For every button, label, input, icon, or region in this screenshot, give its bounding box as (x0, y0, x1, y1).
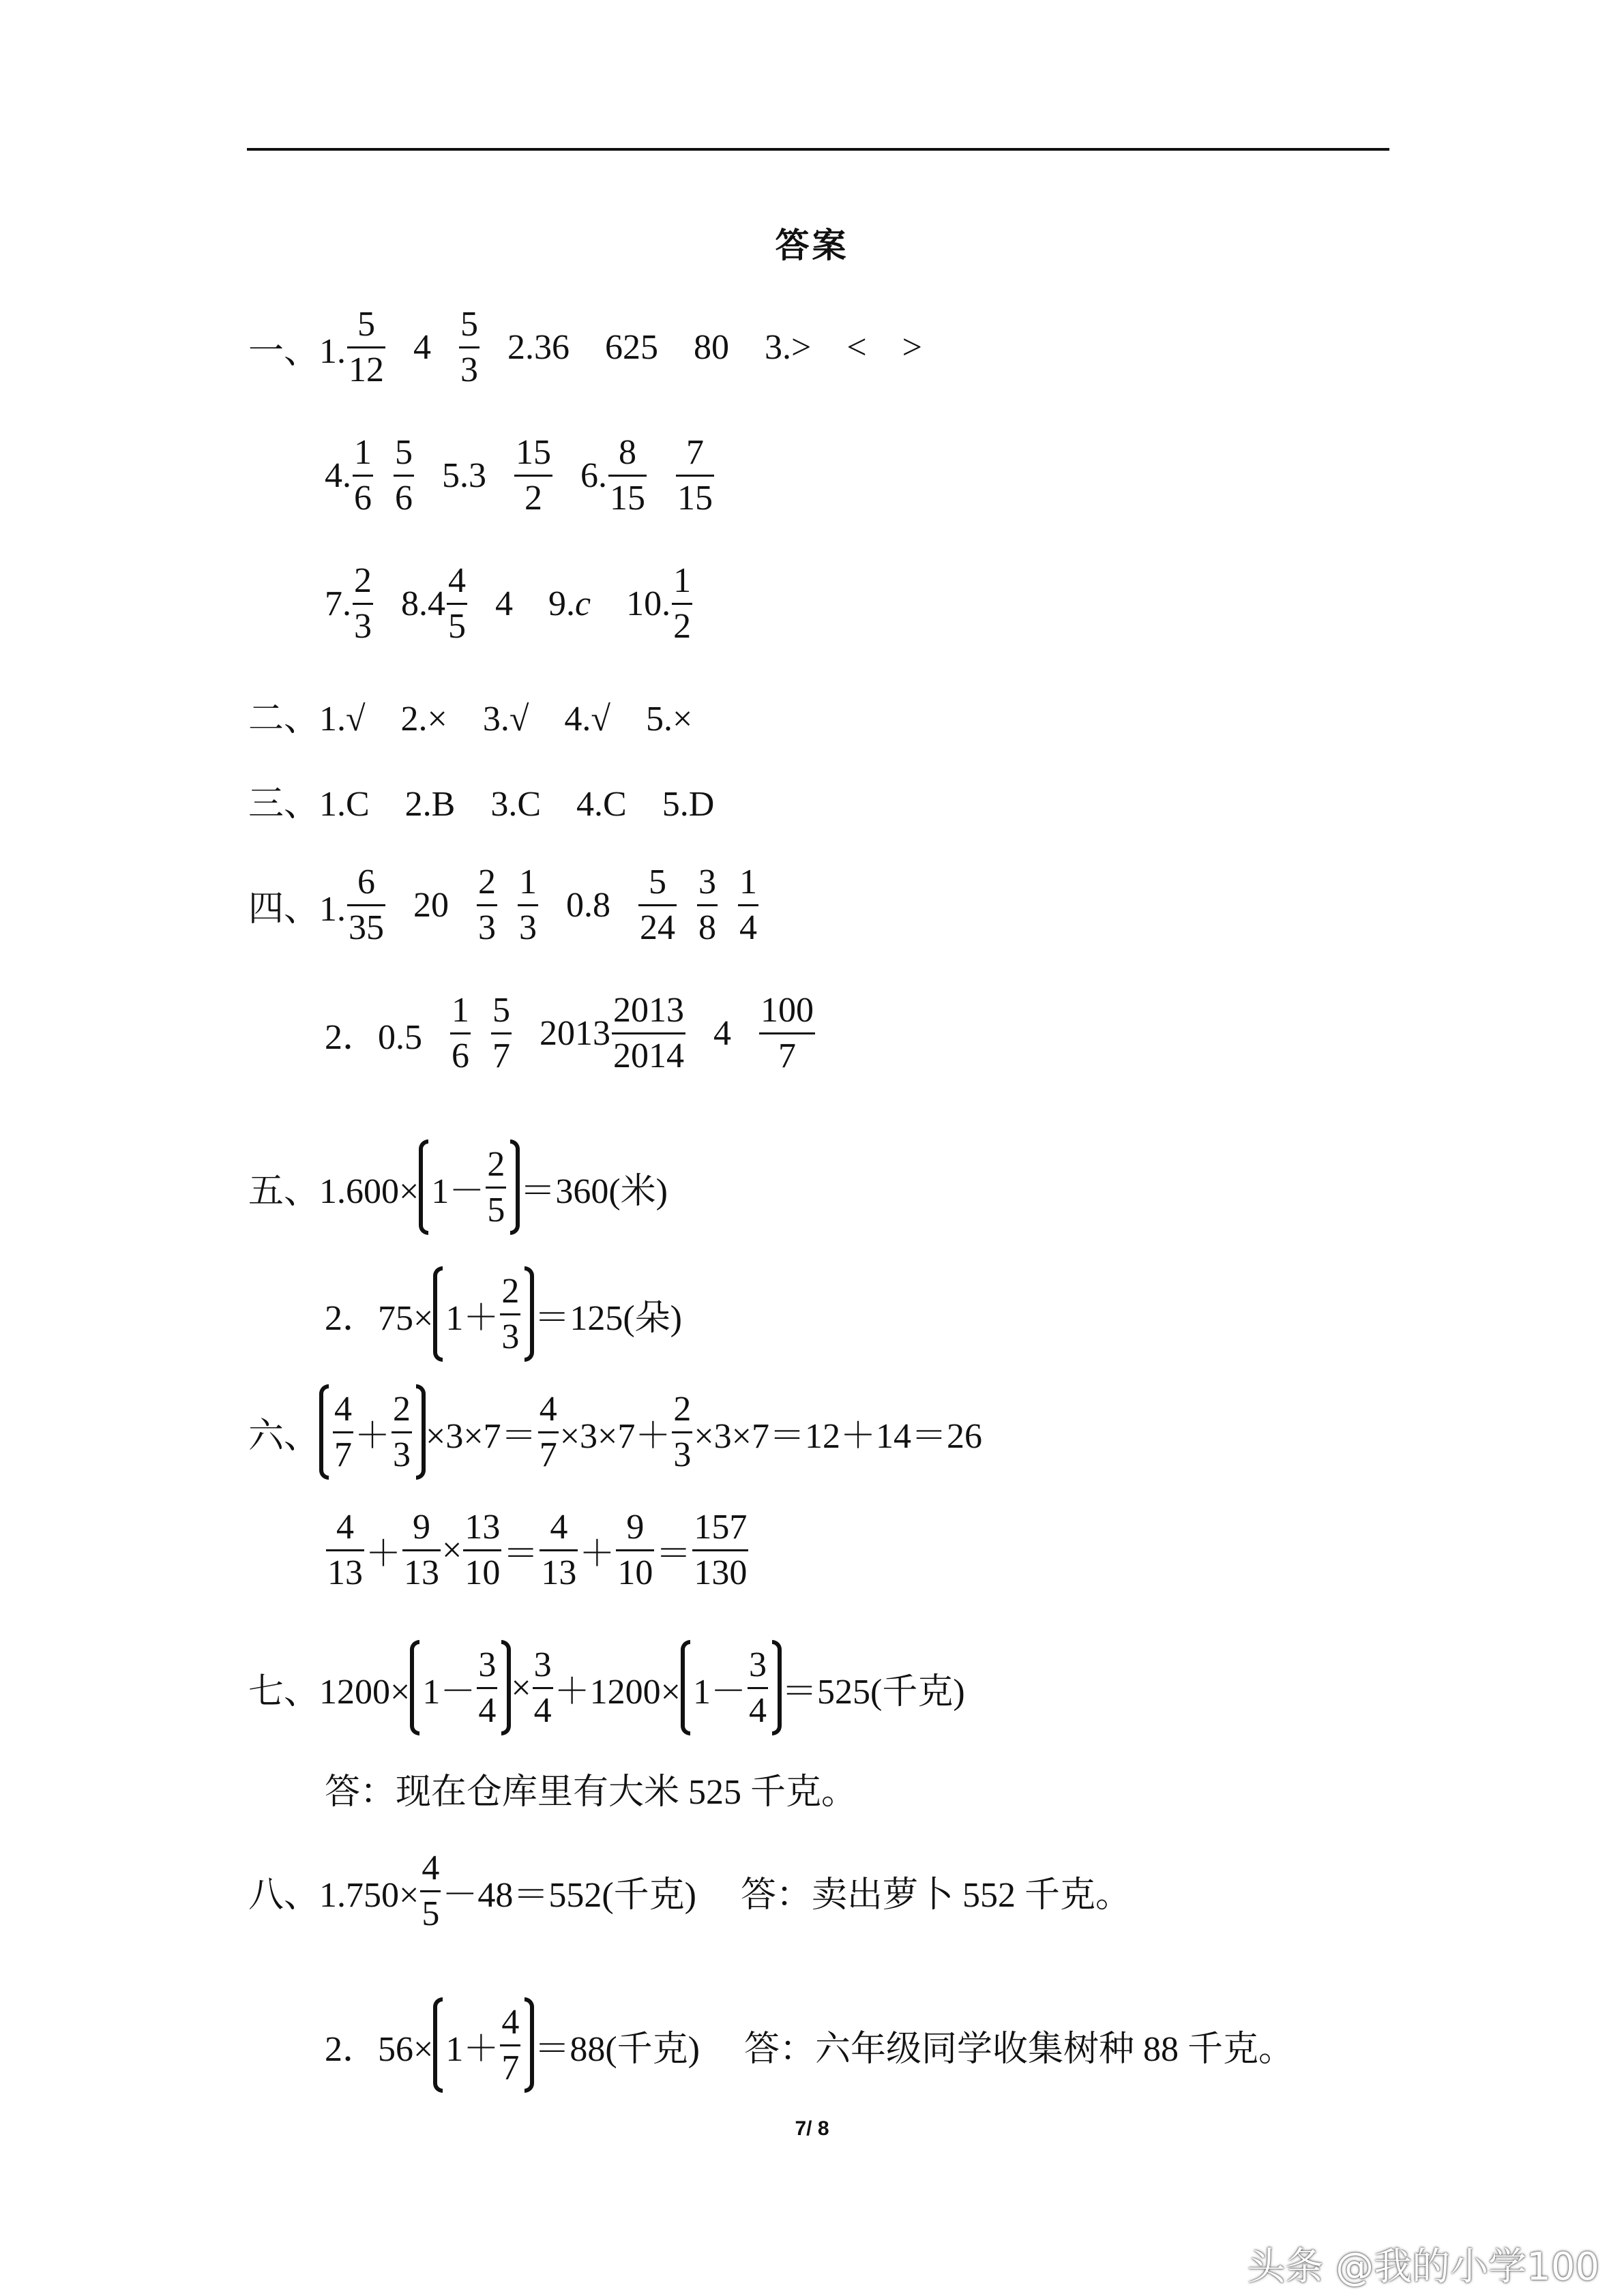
fraction (491, 990, 512, 1075)
fraction (514, 432, 552, 518)
right-paren (510, 1139, 520, 1235)
numerator: 13 (464, 1507, 501, 1547)
denominator: 15 (610, 478, 645, 518)
text-segment: ×3×7＝12＋14＝26 (694, 1416, 982, 1456)
answer-line (325, 1733, 857, 1843)
parenthesized-group (410, 1637, 511, 1739)
fraction (538, 1389, 559, 1474)
denominator: 4 (749, 1690, 767, 1730)
fraction (326, 1507, 364, 1592)
denominator: 4 (739, 908, 758, 947)
text-segment: ＝ (503, 1534, 539, 1574)
denominator: 3 (354, 606, 372, 646)
page-number: 7/ 8 (795, 2117, 829, 2140)
denominator: 3 (673, 1435, 692, 1474)
left-paren (419, 1139, 428, 1235)
fraction (533, 1645, 553, 1730)
fraction (402, 1507, 441, 1592)
text-segment: 二、1.√ 2.× 3.√ 4.√ 5.× (248, 699, 693, 739)
denominator: 7 (501, 2048, 520, 2087)
left-paren (681, 1640, 690, 1735)
text-segment: 五、1.600× (248, 1172, 419, 1211)
fraction (347, 304, 385, 389)
text-segment: 一、1. (248, 331, 346, 371)
left-paren (319, 1384, 329, 1480)
header-rule (247, 148, 1389, 151)
text-segment: 4. (325, 456, 351, 495)
numerator: 9 (626, 1507, 645, 1547)
denominator: 8 (698, 908, 717, 947)
numerator: 3 (698, 862, 717, 901)
text-segment: 20 (387, 885, 476, 925)
numerator: 15 (516, 432, 551, 472)
text-segment: ＝525(千克) (782, 1672, 965, 1712)
denominator: 13 (327, 1553, 363, 1592)
fraction (612, 990, 685, 1075)
numerator: 3 (478, 1645, 497, 1684)
fraction (447, 563, 467, 644)
fraction (450, 990, 471, 1075)
text-segment: ＋ (355, 1416, 391, 1456)
text-segment: 八、1.750× (248, 1875, 419, 1915)
numerator: 2 (393, 1389, 411, 1429)
answer-line (248, 1633, 965, 1742)
text-segment: ＋ (366, 1534, 402, 1574)
text-segment: 七、1200× (248, 1672, 411, 1712)
text-segment: ×3×7＋ (559, 1416, 671, 1456)
fraction (500, 2002, 520, 2087)
fraction (518, 862, 538, 947)
numerator: 8 (619, 432, 636, 472)
numerator: 1 (739, 862, 758, 901)
numerator: 1 (673, 561, 692, 600)
denominator: 6 (452, 1036, 470, 1075)
page-title: 答案 (775, 226, 849, 265)
denominator: 24 (640, 908, 676, 947)
fraction (463, 1507, 501, 1592)
numerator: 6 (357, 862, 376, 901)
denominator: 6 (395, 478, 413, 518)
numerator: 2 (487, 1144, 505, 1184)
denominator: 2 (525, 478, 542, 518)
text-segment: 7. (325, 584, 351, 623)
text-segment: 六、 (248, 1416, 320, 1456)
fraction (759, 990, 815, 1075)
answer-line (325, 1259, 682, 1369)
fraction (394, 432, 414, 518)
text-segment: －48＝552(千克) 答：卖出萝卜 552 千克。 (442, 1875, 1131, 1915)
text-segment: ＝88(千克) 答：六年级同学收集树种 88 千克。 (534, 2029, 1294, 2069)
right-paren (525, 1997, 534, 2093)
numerator: 1 (452, 990, 470, 1030)
fraction (638, 862, 677, 947)
numerator: 3 (533, 1645, 552, 1684)
watermark: 头条 @我的小学100 (1247, 2245, 1599, 2289)
denominator: 3 (460, 350, 479, 389)
denominator: 15 (677, 478, 713, 518)
denominator: 7 (539, 1435, 557, 1474)
denominator: 35 (349, 908, 385, 947)
text-segment: ＝125(朵) (534, 1298, 682, 1338)
numerator: 100 (761, 990, 814, 1030)
text-segment (499, 885, 516, 925)
denominator: 7 (334, 1435, 353, 1474)
fraction (420, 1848, 441, 1933)
text-segment: 10. (591, 584, 671, 623)
fraction (672, 563, 692, 644)
text-segment: ＝ (655, 1534, 692, 1574)
text-segment: × (442, 1530, 462, 1570)
left-paren (433, 1997, 443, 2093)
answer-line (248, 1377, 982, 1487)
numerator: 2013 (613, 990, 685, 1030)
text-segment: 2.36 625 80 3.> < > (481, 327, 922, 367)
text-segment: ×3×7＝ (426, 1416, 537, 1456)
parenthesized-group (419, 1136, 520, 1238)
text-segment: 2013 (513, 1013, 611, 1053)
fraction (676, 432, 714, 518)
numerator: 7 (686, 432, 704, 472)
fraction (353, 563, 373, 644)
text-segment: ＝360(米) (520, 1172, 668, 1211)
numerator: 5 (460, 304, 479, 344)
text-segment: ＋ (579, 1534, 615, 1574)
parenthesized-group (319, 1381, 426, 1483)
text-segment: 1＋ (445, 1298, 499, 1338)
denominator: 10 (464, 1553, 501, 1592)
text-segment (374, 456, 392, 496)
denominator: 4 (533, 1690, 552, 1730)
fraction (477, 1645, 497, 1730)
answer-line (325, 549, 694, 658)
text-segment: 0.8 (540, 885, 638, 925)
denominator: 12 (349, 350, 385, 389)
parenthesized-group (433, 1263, 534, 1365)
denominator: 10 (617, 1553, 653, 1592)
numerator: 5 (649, 862, 667, 901)
numerator: 2 (478, 862, 497, 901)
denominator: 3 (478, 908, 497, 947)
denominator: 3 (501, 1317, 520, 1356)
numerator: 4 (550, 1507, 568, 1547)
answer-line (325, 979, 816, 1088)
fraction (459, 304, 479, 389)
numerator: 4 (448, 561, 466, 600)
text-segment (472, 1013, 490, 1054)
denominator: 6 (354, 478, 372, 518)
fraction (748, 1645, 768, 1730)
parenthesized-group (433, 1994, 534, 2096)
text-segment: 4 (687, 1013, 758, 1053)
fraction (540, 1507, 578, 1592)
fraction (333, 1389, 353, 1474)
denominator: 5 (422, 1894, 440, 1933)
text-segment: 2．0.5 (325, 1017, 449, 1057)
text-segment (648, 456, 675, 496)
numerator: 4 (422, 1848, 440, 1888)
text-segment: 三、1.C 2.B 3.C 4.C 5.D (248, 784, 715, 824)
fraction (500, 1271, 520, 1356)
fraction (672, 1389, 692, 1474)
denominator: 7 (492, 1036, 511, 1075)
numerator: 1 (354, 432, 372, 472)
numerator: 5 (395, 432, 413, 472)
text-segment: 8.4 (374, 584, 445, 623)
answer-line (248, 745, 714, 854)
denominator: 2014 (613, 1036, 685, 1075)
numerator: 2 (673, 1389, 692, 1429)
answer-line (248, 1836, 1131, 1945)
text-segment: 1＋ (445, 2029, 499, 2069)
text-segment: 2．75× (325, 1298, 434, 1338)
denominator: 13 (541, 1553, 577, 1592)
numerator: 3 (749, 1645, 767, 1684)
fraction (738, 862, 758, 947)
denominator: 13 (404, 1553, 440, 1592)
left-paren (410, 1640, 419, 1735)
numerator: 1 (519, 862, 537, 901)
left-paren (433, 1266, 443, 1362)
fraction (353, 432, 373, 518)
text-segment: 1－ (431, 1172, 485, 1211)
answer-line (248, 1133, 668, 1242)
right-paren (501, 1640, 511, 1735)
denominator: 3 (519, 908, 537, 947)
fraction (616, 1507, 654, 1592)
denominator: 2 (673, 606, 692, 646)
text-segment: 4 9. (469, 584, 575, 623)
answer-line (325, 1991, 1294, 2100)
denominator: 5 (487, 1190, 505, 1229)
fraction (692, 1507, 748, 1592)
text-segment: 6. (554, 456, 607, 495)
denominator: 3 (393, 1435, 411, 1474)
denominator: 5 (448, 606, 466, 646)
variable-text: c (575, 584, 591, 623)
right-paren (772, 1640, 782, 1735)
fraction (347, 862, 385, 947)
answer-line (325, 421, 715, 530)
text-segment (719, 885, 737, 925)
answer-line (248, 293, 922, 402)
fraction (486, 1144, 506, 1229)
right-paren (416, 1384, 426, 1480)
numerator: 5 (492, 990, 511, 1030)
text-segment: 四、1. (248, 889, 346, 929)
text-segment: 答：现在仓库里有大米 525 千克。 (325, 1772, 857, 1812)
text-segment: 4 (387, 327, 458, 367)
fraction (392, 1389, 412, 1474)
fraction (477, 862, 497, 947)
denominator: 130 (694, 1553, 748, 1592)
numerator: 4 (336, 1507, 354, 1547)
denominator: 4 (478, 1690, 497, 1730)
text-segment: 2．56× (325, 2029, 434, 2069)
fraction (608, 432, 647, 518)
parenthesized-group (681, 1637, 782, 1739)
answer-line (325, 1495, 750, 1605)
fraction (697, 862, 718, 947)
right-paren (525, 1266, 534, 1362)
text-segment: 1－ (422, 1672, 476, 1712)
numerator: 157 (694, 1507, 748, 1547)
numerator: 9 (413, 1507, 431, 1547)
answer-line (248, 850, 760, 959)
numerator: 4 (501, 2002, 520, 2042)
text-segment: 5.3 (415, 456, 513, 495)
text-segment: × (511, 1668, 531, 1708)
text-segment: 1－ (693, 1672, 747, 1712)
denominator: 7 (778, 1036, 797, 1075)
text-segment (678, 885, 696, 925)
numerator: 4 (539, 1389, 557, 1429)
numerator: 2 (501, 1271, 520, 1311)
numerator: 4 (334, 1389, 353, 1429)
numerator: 5 (357, 304, 376, 344)
numerator: 2 (354, 561, 372, 600)
text-segment: ＋1200× (554, 1672, 681, 1712)
